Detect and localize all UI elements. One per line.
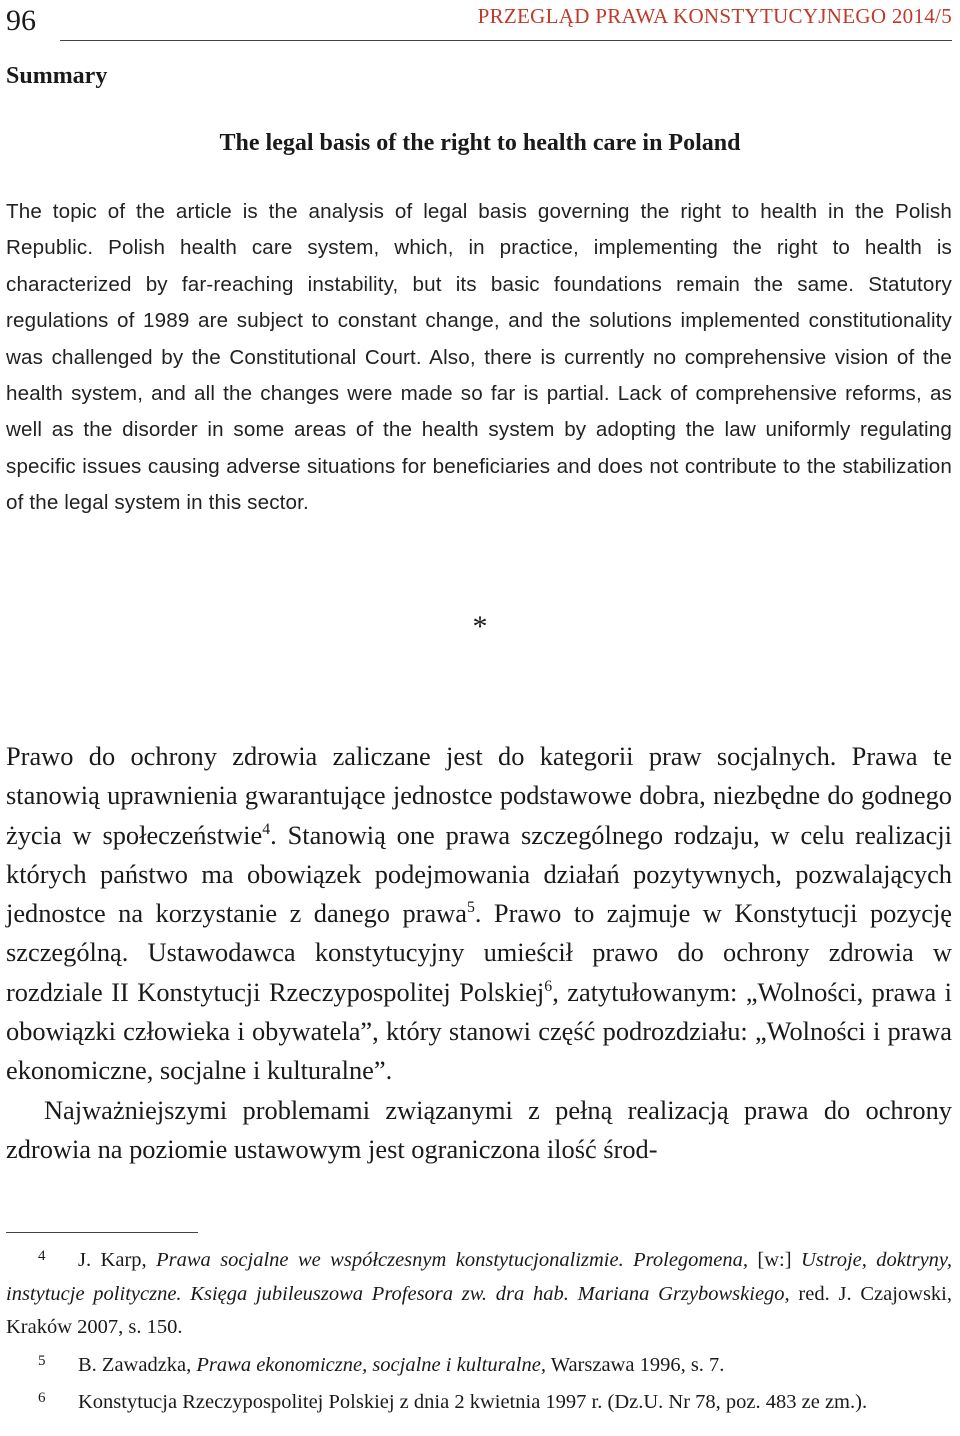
footnote-5 (6, 1345, 952, 1383)
header-rule (60, 40, 952, 41)
paragraph-1 (6, 737, 952, 1091)
footnote-author: J. Karp, (78, 1249, 157, 1271)
footnote-number: 6 (38, 1390, 46, 1407)
section-separator: * (472, 610, 488, 643)
footnote-mid: [w:] (747, 1249, 801, 1271)
page-number: 96 (6, 4, 36, 37)
footnote-number: 4 (38, 1248, 46, 1264)
footnote-ref-6[interactable]: 6 (544, 977, 553, 995)
footnote-author: B. Zawadzka, (78, 1353, 197, 1376)
running-head: PRZEGLĄD PRAWA KONSTYTUCYJNEGO 2014/5 (477, 4, 952, 28)
summary-title: The legal basis of the right to health care in Poland (219, 130, 741, 156)
footnote-6 (6, 1382, 952, 1420)
footnote-ref-4[interactable]: 4 (262, 820, 271, 838)
footnote-source: Ustroje, doktryny, instytucje polityczne. Księga jubileuszowa Profesora zw. dra hab. Mariana Grzybowskiego, (6, 1249, 953, 1305)
paragraph-1-part-b: . Stanowią one prawa szczególnego rodzaju, w celu realizacji których państwo ma obowiązek podejmowania działań pozytywnych, pozwalających jednostce na korzystanie z danego prawa (6, 819, 952, 929)
footnote-title: Prawa ekonomiczne, socjalne i kulturalne, (196, 1353, 546, 1376)
footnote-title: Prawa socjalne we współczesnym konstytucjonalizmie. Prolegomena, (156, 1249, 748, 1271)
footnote-tail: red. J. Czajowski, Kraków 2007, s. 150. (6, 1282, 952, 1339)
main-text (6, 737, 952, 1169)
paragraph-2: Najważniejszymi problemami związanymi z pełną realizacją prawa do ochrony zdrowia na poziomie ustawowym jest ograniczona ilość środ- (6, 1094, 952, 1164)
footnote-4 (6, 1240, 952, 1345)
paragraph-1-part-a: Prawo do ochrony zdrowia zaliczane jest do kategorii praw socjalnych. Prawa te stanowią uprawnienia gwarantujące jednostce podstawowe dobra, niezbędne do godnego życia w społeczeństwie (6, 741, 952, 850)
summary-text: The topic of the article is the analysis of legal basis governing the right to health in the Polish Republic. Polish health care system, which, in practice, implementing the right to health is characterized by far-reaching instability, but its basic foundations remain the same. Statutory regulations of 1989 are subject to constant change, and the solutions implemented constitutionality was challenged by the Constitutional Court. Also, there is currently no comprehensive vision of the health system, and all the changes were made so far is partial. Lack of comprehensive reforms, as well as the disorder in some areas of the health system by adopting the law uniformly regulating specific issues causing adverse situations for beneficiaries and does not contribute to the stabilization of the legal system in this sector. (6, 200, 952, 515)
footnote-tail: Warszawa 1996, s. 7. (545, 1353, 725, 1376)
summary-heading: Summary (6, 63, 108, 89)
footnote-ref-5[interactable]: 5 (466, 899, 475, 917)
paragraph-1-part-c: . Prawo to zajmuje w Konstytucji pozycję szczególną. Ustawodawca konstytucyjny umieścił prawo do ochrony zdrowia w rozdziale II Konstytucji Rzeczypospolitej Polskiej (6, 898, 952, 1007)
footnote-rule (6, 1232, 198, 1233)
footnotes (6, 1240, 952, 1420)
footnote-number: 5 (38, 1352, 46, 1369)
paragraph-1-part-d: , zatytułowanym: „Wolności, prawa i obowiązki człowieka i obywatela”, który stanowi część podrozdziału: „Wolności i prawa ekonomiczne, socjalne i kulturalne”. (6, 976, 952, 1086)
footnote-text: Konstytucja Rzeczypospolitej Polskiej z dnia 2 kwietnia 1997 r. (Dz.U. Nr 78, poz. 483 ze zm.). (78, 1391, 868, 1414)
